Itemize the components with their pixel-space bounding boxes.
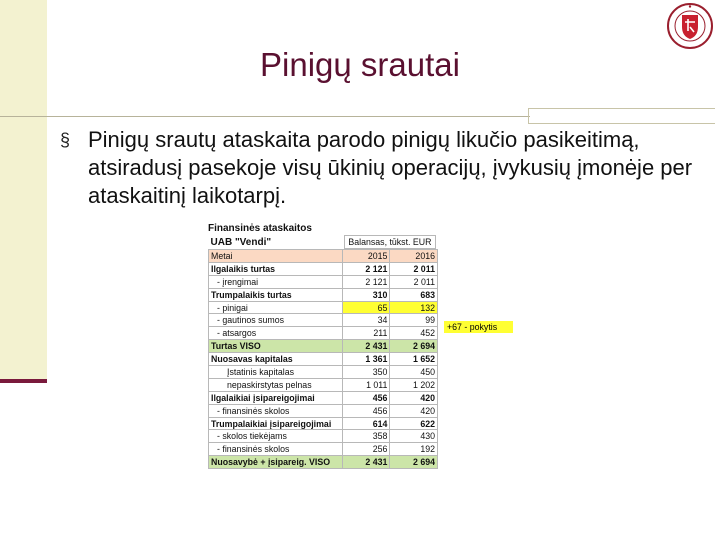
table-row [209,456,438,469]
value-2015: 310 [342,288,390,301]
row-label: Turtas VISO [209,340,343,353]
value-2015: 456 [342,391,390,404]
value-2015: 65 [342,301,390,314]
balance-table [208,235,438,469]
title-divider-box [528,108,715,124]
value-2016: 420 [390,404,438,417]
value-2016: 2 694 [390,456,438,469]
table-row [209,353,438,366]
table-row [209,275,438,288]
column-header-2015: 2015 [342,250,390,263]
value-2015: 211 [342,327,390,340]
table-row [209,262,438,275]
value-2015: 2 431 [342,340,390,353]
value-2016: 99 [390,314,438,327]
header-row [209,250,438,263]
company-name: UAB "Vendi" [210,236,272,248]
row-label: Ilgalaikiai įsipareigojimai [209,391,343,404]
table-row [209,443,438,456]
row-label: Įstatinis kapitalas [209,366,343,379]
table-row [209,378,438,391]
value-2016: 2 694 [390,340,438,353]
table-row [209,340,438,353]
row-label: Ilgalaikis turtas [209,262,343,275]
value-2015: 34 [342,314,390,327]
column-header-2016: 2016 [390,250,438,263]
university-seal-icon [666,2,714,50]
value-2015: 350 [342,366,390,379]
change-note: +67 - pokytis [444,321,513,333]
table-row [209,301,438,314]
row-label: Nuosavybė + įsipareig. VISO [209,456,343,469]
value-2016: 450 [390,366,438,379]
value-2015: 1 361 [342,353,390,366]
value-2016: 2 011 [390,275,438,288]
bullet-marker: § [60,130,71,150]
value-2016: 1 652 [390,353,438,366]
column-header-year-label: Metai [209,250,343,263]
table-heading: Finansinės ataskaitos [208,223,312,234]
row-label: - gautinos sumos [209,314,343,327]
value-2015: 256 [342,443,390,456]
bullet-text: Pinigų srautų ataskaita parodo pinigų likučio pasikeitimą, atsiradusį pasekoje visų ūkinių operacijų, įvykusių įmonėje per ataskaitinį laikotarpį. [88,127,693,208]
table-row [209,391,438,404]
row-label: Trumpalaikis turtas [209,288,343,301]
value-2016: 192 [390,443,438,456]
value-2015: 2 431 [342,456,390,469]
value-2016: 452 [390,327,438,340]
table-row [209,288,438,301]
row-label: - atsargos [209,327,343,340]
value-2016: 430 [390,430,438,443]
unit-label: Balansas, tūkst. EUR [344,235,435,249]
value-2016: 132 [390,301,438,314]
row-label: nepaskirstytas pelnas [209,378,343,391]
row-label: - finansinės skolos [209,404,343,417]
table-row [209,430,438,443]
row-label: - įrengimai [209,275,343,288]
table-row [209,404,438,417]
value-2016: 622 [390,417,438,430]
unit-cell [342,235,437,250]
table-row [209,417,438,430]
value-2016: 420 [390,391,438,404]
value-2015: 456 [342,404,390,417]
row-label: Trumpalaikiai įsipareigojimai [209,417,343,430]
value-2015: 358 [342,430,390,443]
row-label: - pinigai [209,301,343,314]
value-2015: 614 [342,417,390,430]
table-row [209,327,438,340]
balance-sheet [208,222,438,469]
value-2016: 683 [390,288,438,301]
value-2015: 2 121 [342,275,390,288]
slide-title: Pinigų srautai [260,46,460,83]
value-2016: 1 202 [390,378,438,391]
value-2015: 1 011 [342,378,390,391]
row-label: - finansinės skolos [209,443,343,456]
left-accent-line [0,379,47,383]
table-row [209,366,438,379]
row-label: - skolos tiekėjams [209,430,343,443]
table-subheading-row [209,235,438,250]
value-2015: 2 121 [342,262,390,275]
row-label: Nuosavas kapitalas [209,353,343,366]
value-2016: 2 011 [390,262,438,275]
title-divider [0,116,530,117]
table-row [209,314,438,327]
